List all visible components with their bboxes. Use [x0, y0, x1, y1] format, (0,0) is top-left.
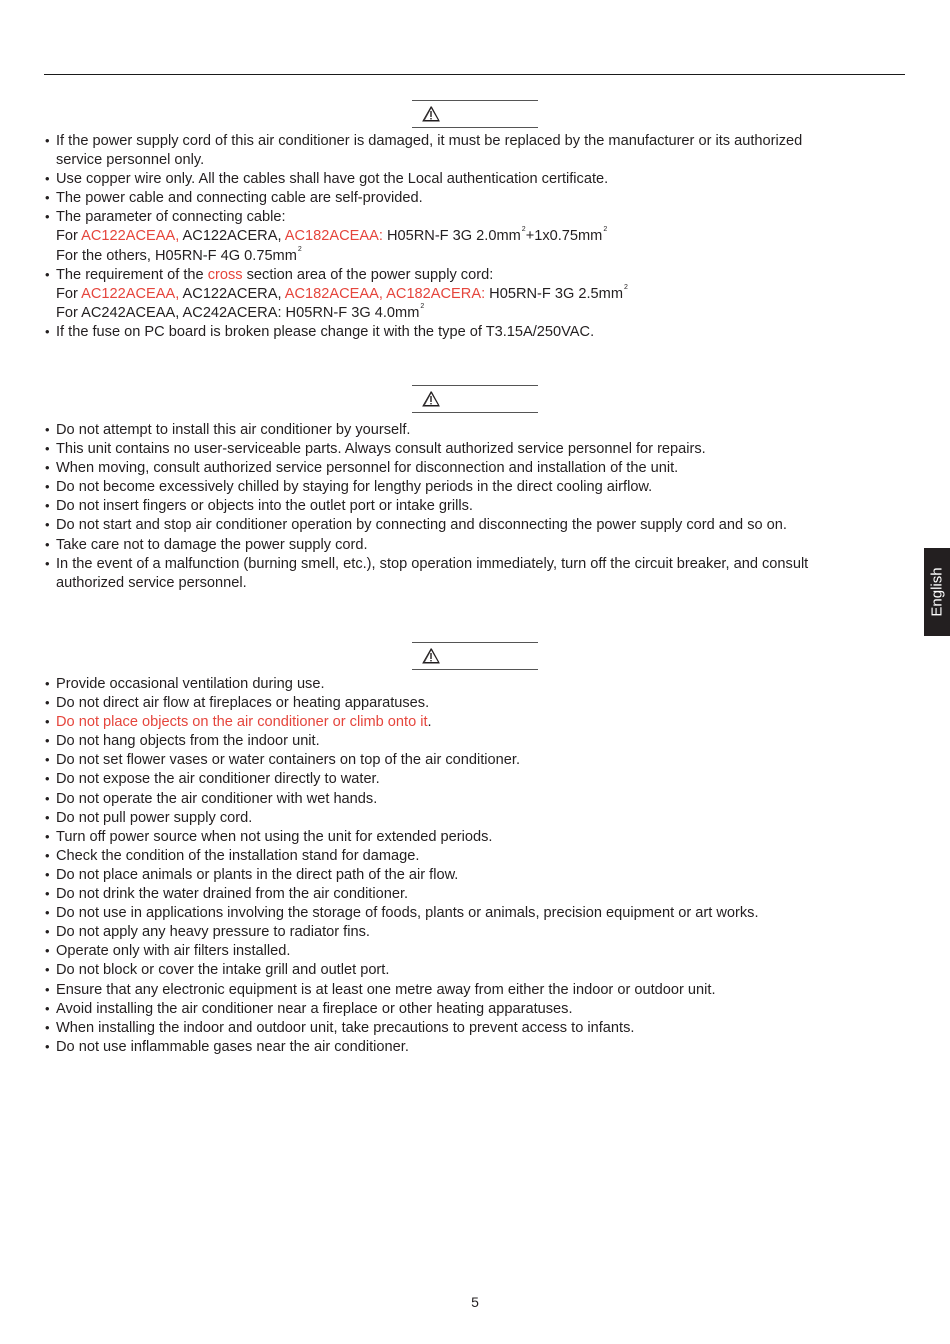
bullet-icon: •: [45, 847, 50, 863]
list-item: [44, 732, 904, 751]
bullet-icon: •: [45, 924, 50, 940]
superscript: 2: [623, 283, 628, 291]
text-run: AC122ACERA,: [179, 228, 285, 245]
bullet-icon: •: [45, 536, 50, 552]
bullet-icon: •: [45, 866, 50, 882]
item-text: [56, 459, 904, 478]
list-item: [44, 981, 904, 1000]
bullet-icon: •: [45, 441, 50, 457]
text-run: H05RN-F 3G 2.0mm: [382, 228, 521, 245]
text-run: Do not apply any heavy pressure to radiator fins.: [56, 924, 370, 941]
item-text: [56, 1000, 904, 1019]
bullet-icon: •: [45, 133, 50, 148]
item-text: [56, 732, 904, 751]
bullet-icon: •: [45, 1000, 50, 1016]
electrical-warnings-list: [44, 132, 904, 342]
bullet-icon: •: [45, 905, 50, 921]
text-run: AC122ACERA,: [179, 285, 285, 302]
header-rule: [44, 74, 905, 75]
text-run: When installing the indoor and outdoor unit, take precautions to prevent access to infants.: [56, 1019, 635, 1036]
text-run: This unit contains no user-serviceable parts. Always consult authorized service personnel for repairs.: [56, 441, 706, 458]
text-run: Do not use inflammable gases near the air conditioner.: [56, 1038, 409, 1055]
item-subline: [44, 227, 904, 246]
list-item: [44, 536, 904, 555]
item-text: [56, 516, 904, 535]
item-text-continuation: authorized service personnel.: [56, 574, 247, 591]
text-run: Do not set flower vases or water containers on top of the air conditioner.: [56, 752, 521, 769]
text-run: Do not block or cover the intake grill and outlet port.: [56, 962, 390, 979]
item-text: [56, 961, 904, 980]
text-run: Do not become excessively chilled by staying for lengthy periods in the direct cooling airflow.: [56, 479, 653, 496]
text-run: Do not operate the air conditioner with wet hands.: [56, 790, 378, 807]
text-run: Take care not to damage the power supply cord.: [56, 536, 368, 553]
list-item: [44, 751, 904, 770]
bullet-icon: •: [45, 695, 50, 711]
superscript: 2: [297, 245, 302, 253]
bullet-icon: •: [45, 517, 50, 533]
item-text: [56, 497, 904, 516]
bullet-icon: •: [45, 555, 50, 571]
item-text: [56, 942, 904, 961]
bullet-icon: •: [45, 190, 50, 206]
highlighted-text: cross: [207, 266, 243, 283]
usage-warnings-list: [44, 421, 904, 593]
item-text: [56, 809, 904, 828]
list-item: [44, 847, 904, 866]
bullet-icon: •: [45, 266, 50, 282]
superscript: 2: [521, 226, 526, 234]
list-item: [44, 942, 904, 961]
item-subline: [44, 285, 904, 304]
list-item: [44, 478, 904, 497]
item-text: [56, 770, 904, 789]
bullet-icon: •: [45, 1038, 50, 1054]
bullet-icon: •: [45, 828, 50, 844]
text-run: The parameter of connecting cable:: [56, 209, 286, 226]
text-run: Do not pull power supply cord.: [56, 809, 253, 826]
precautions-list: [44, 675, 904, 1057]
item-text: [56, 866, 904, 885]
list-item: [44, 1000, 904, 1019]
text-run: H05RN-F 3G 2.5mm: [485, 285, 623, 302]
text-run: When moving, consult authorized service personnel for disconnection and installation of the unit.: [56, 460, 679, 477]
text-run: Do not place animals or plants in the direct path of the air flow.: [56, 866, 459, 883]
list-item: [44, 961, 904, 980]
bullet-icon: •: [45, 714, 50, 730]
language-tab-label: English: [928, 567, 946, 617]
text-run: Do not start and stop air conditioner operation by connecting and disconnecting the power supply cord and so on.: [56, 517, 787, 534]
bullet-icon: •: [45, 209, 50, 225]
text-run: The power cable and connecting cable are self-provided.: [56, 190, 423, 207]
item-text: [56, 170, 904, 189]
warning-header-3: [412, 642, 538, 670]
text-run: If the fuse on PC board is broken please change it with the type of T3.15A/250VAC.: [56, 323, 595, 340]
item-text: [56, 1038, 904, 1057]
item-text: [56, 675, 904, 694]
list-item: [44, 809, 904, 828]
bullet-icon: •: [45, 1019, 50, 1035]
list-item: [44, 208, 904, 227]
text-run: Do not direct air flow at fireplaces or heating apparatuses.: [56, 695, 430, 712]
item-text: [56, 885, 904, 904]
language-tab[interactable]: [924, 548, 950, 636]
item-text: [56, 981, 904, 1000]
bullet-icon: •: [45, 323, 50, 339]
list-item: [44, 459, 904, 478]
text-run: Do not use in applications involving the storage of foods, plants or animals, precision equipment or art works.: [56, 905, 759, 922]
list-item: [44, 866, 904, 885]
item-text: [56, 421, 904, 440]
highlighted-text: AC182ACEAA, AC182ACERA:: [284, 285, 486, 302]
item-text: [56, 478, 904, 497]
superscript: 2: [420, 302, 425, 310]
item-text: [56, 132, 904, 151]
list-item: [44, 790, 904, 809]
bullet-icon: •: [45, 943, 50, 959]
text-run: Check the condition of the installation stand for damage.: [56, 847, 420, 864]
text-run: Use copper wire only. All the cables shall have got the Local authentication certificate.: [56, 171, 609, 188]
warning-triangle-icon: [422, 391, 440, 407]
bullet-icon: •: [45, 498, 50, 514]
bullet-icon: •: [45, 460, 50, 476]
text-run: Operate only with air filters installed.: [56, 943, 291, 960]
list-item: [44, 828, 904, 847]
list-item: [44, 189, 904, 208]
list-item: [44, 555, 904, 593]
bullet-icon: •: [45, 886, 50, 902]
warning-triangle-icon: [422, 648, 440, 664]
list-item: [44, 923, 904, 942]
list-item: [44, 1038, 904, 1057]
list-item: [44, 675, 904, 694]
bullet-icon: •: [45, 790, 50, 806]
text-run: .: [427, 714, 432, 731]
bullet-icon: •: [45, 733, 50, 749]
bullet-icon: •: [45, 962, 50, 978]
item-text: [56, 440, 904, 459]
text-run: Do not attempt to install this air conditioner by yourself.: [56, 422, 411, 438]
text-run: Do not insert fingers or objects into the outlet port or intake grills.: [56, 498, 473, 515]
text-run: Provide occasional ventilation during use.: [56, 676, 325, 692]
list-item: [44, 516, 904, 535]
item-text: [56, 904, 904, 923]
bullet-icon: •: [45, 771, 50, 787]
highlighted-text: AC182ACEAA:: [284, 228, 383, 245]
text-run: The requirement of the: [56, 266, 208, 283]
item-subline: [44, 247, 904, 266]
list-item: [44, 323, 904, 342]
bullet-icon: •: [45, 676, 50, 691]
item-text: [56, 847, 904, 866]
list-item: [44, 1019, 904, 1038]
item-text: [56, 713, 904, 732]
text-run: For: [56, 228, 82, 245]
item-text: [56, 751, 904, 770]
text-run: For the others, H05RN-F 4G 0.75mm: [56, 247, 297, 264]
item-subline: [44, 304, 904, 323]
item-text: [56, 189, 904, 208]
list-item: [44, 132, 904, 170]
highlighted-text: AC122ACEAA,: [81, 285, 180, 302]
text-run: If the power supply cord of this air conditioner is damaged, it must be replaced by the manufacturer or its authorized: [56, 133, 803, 149]
item-text: [56, 790, 904, 809]
item-text: [56, 828, 904, 847]
bullet-icon: •: [45, 422, 50, 437]
item-text-continuation: service personnel only.: [56, 152, 205, 169]
list-item: [44, 421, 904, 440]
text-run: +1x0.75mm: [525, 228, 603, 245]
list-item: [44, 497, 904, 516]
item-text: [56, 1019, 904, 1038]
item-text: [56, 208, 904, 227]
text-run: Turn off power source when not using the unit for extended periods.: [56, 828, 493, 845]
list-item: [44, 713, 904, 732]
page-number: 5: [471, 1294, 479, 1310]
text-run: For AC242ACEAA, AC242ACERA: H05RN-F 3G 4.0mm: [56, 304, 420, 321]
text-run: In the event of a malfunction (burning smell, etc.), stop operation immediately, turn off the circuit breaker, and consult: [56, 555, 809, 572]
highlighted-text: Do not place objects on the air conditioner or climb onto it: [56, 714, 428, 731]
text-run: Do not drink the water drained from the air conditioner.: [56, 886, 409, 903]
list-item: [44, 170, 904, 189]
list-item: [44, 266, 904, 285]
list-item: [44, 885, 904, 904]
item-text: [56, 323, 904, 342]
superscript: 2: [603, 226, 608, 234]
list-item: [44, 694, 904, 713]
item-text: [56, 266, 904, 285]
warning-header-1: [412, 100, 538, 128]
text-run: For: [56, 285, 82, 302]
warning-triangle-icon: [422, 106, 440, 122]
text-run: Ensure that any electronic equipment is at least one metre away from either the indoor or outdoor unit.: [56, 981, 716, 998]
text-run: section area of the power supply cord:: [242, 266, 494, 283]
list-item: [44, 440, 904, 459]
list-item: [44, 904, 904, 923]
item-text: [56, 536, 904, 555]
text-run: Do not expose the air conditioner directly to water.: [56, 771, 380, 788]
bullet-icon: •: [45, 479, 50, 495]
bullet-icon: •: [45, 171, 50, 187]
list-item: [44, 770, 904, 789]
item-text: [56, 555, 904, 574]
item-text: [56, 923, 904, 942]
bullet-icon: •: [45, 981, 50, 997]
bullet-icon: •: [45, 752, 50, 768]
item-text: [56, 694, 904, 713]
highlighted-text: AC122ACEAA,: [81, 228, 180, 245]
warning-header-2: [412, 385, 538, 413]
bullet-icon: •: [45, 809, 50, 825]
text-run: Do not hang objects from the indoor unit.: [56, 733, 320, 750]
text-run: Avoid installing the air conditioner near a fireplace or other heating apparatuses.: [56, 1000, 573, 1017]
